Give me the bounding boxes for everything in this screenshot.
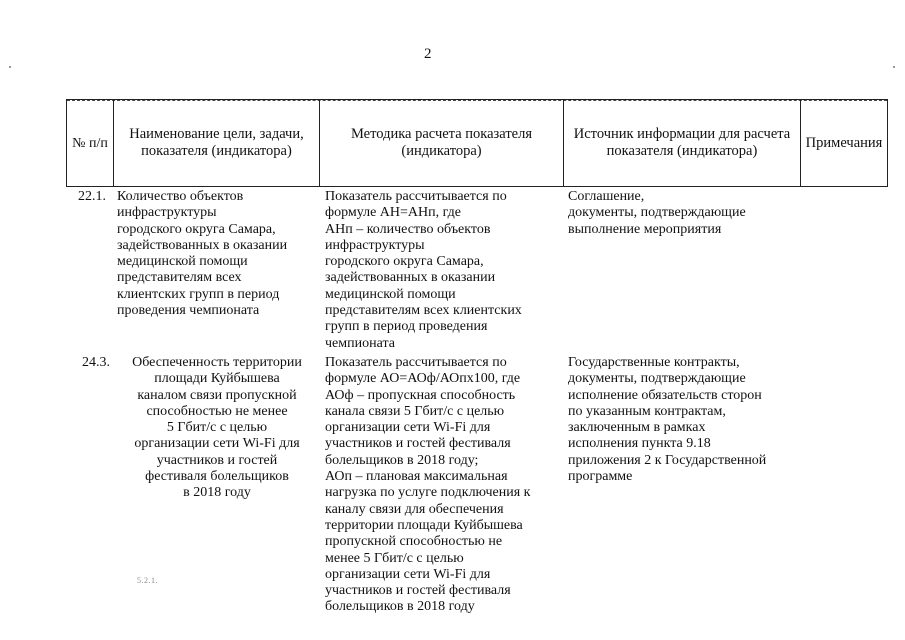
table-header [66, 99, 888, 187]
row-1-source: Соглашение, документы, подтверждающие выполнение мероприятия [568, 189, 746, 237]
scan-mark: 5.2.1. [137, 576, 158, 585]
row-1-num: 22.1. [78, 189, 106, 204]
header-name: Наименование цели, задачи, показателя (индикатора) [129, 126, 304, 159]
row-1-method: Показатель рассчитывается по формуле АН=АНп, где АНп – количество объектов инфраструктуры городского округа Самара, задействованных в оказании медицинской помощи представителям всех клиентских групп в период проведения чемпионата [325, 189, 522, 351]
row-2-num: 24.3. [82, 355, 110, 370]
header-notes: Примечания [805, 134, 883, 151]
page-number: 2 [424, 46, 432, 62]
row-2-name: Обеспеченность территории площади Куйбышева каналом связи пропускной способностью не менее 5 Гбит/с с целью организации сети Wi-Fi для участников и гостей фестиваля болельщиков в 2018 году [132, 355, 302, 501]
header-method: Методика расчета показателя (индикатора) [350, 126, 532, 159]
row-2-source: Государственные контракты, документы, подтверждающие исполнение обязательств сторон по указанным контрактам, заключенным в рамках исполнения пункта 9.18 приложения 2 к Государственной программе [568, 355, 767, 485]
row-2-method: Показатель рассчитывается по формуле АО=АОф/АОпх100, где АОф – пропускная способность канала связи 5 Гбит/с с целью организации сети Wi-Fi для участников и гостей фестиваля болельщиков в 2018 году; АОп – плановая максимальная нагрузка по услуге подключения к каналу связи для обеспечения территории площади Куйбышева пропускной способностью не менее 5 Гбит/с с целью организации сети Wi-Fi для участников и гостей фестиваля болельщиков в 2018 году [325, 355, 531, 615]
scan-speck [893, 66, 895, 68]
header-source: Источник информации для расчета показателя (индикатора) [573, 126, 791, 159]
header-num: № п/п [72, 135, 108, 151]
scan-speck [9, 66, 11, 68]
row-1-name: Количество объектов инфраструктуры городского округа Самара, задействованных в оказании медицинской помощи представителям всех клиентских групп в период проведения чемпионата [117, 189, 288, 319]
